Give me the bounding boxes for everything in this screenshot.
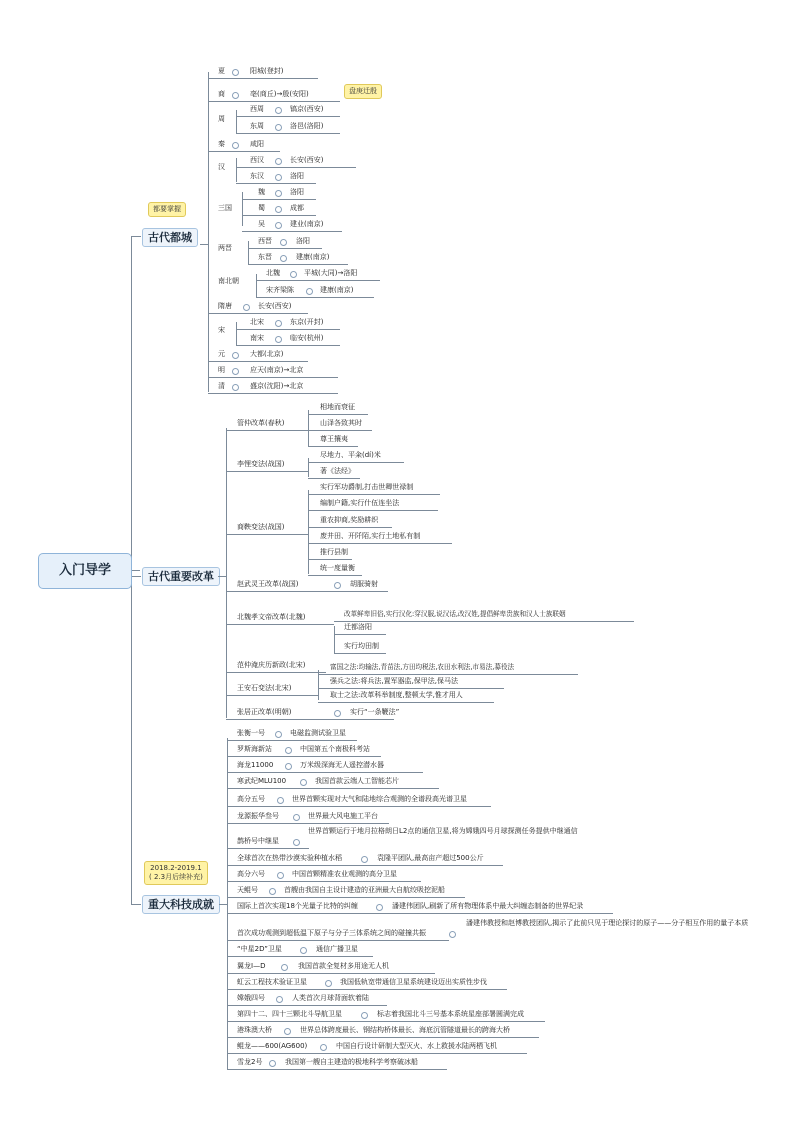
tech-desc: 潘建伟团队,刷新了所有物理体系中最大纠缠态制备的世界纪录: [392, 902, 584, 910]
underline: [308, 543, 452, 544]
sub-beisong: 北宋: [250, 318, 264, 326]
capital-dongjin: 建康(南京): [296, 253, 330, 261]
underline: [227, 848, 309, 849]
xiaowen-item-1: 迁都洛阳: [344, 623, 372, 631]
reforms-stem: [218, 576, 226, 577]
xiaowen-item-3: 实行均田制: [344, 642, 379, 650]
capitals-stem: [200, 244, 208, 245]
wanganshi-item-1: 富国之法:均输法,青苗法,方田均税法,农田水利法,市易法,募役法: [330, 663, 515, 671]
node-icon: [281, 964, 288, 971]
guanzhong-item-3: 尊王攘夷: [320, 435, 348, 443]
node-icon: [277, 797, 284, 804]
node-icon: [275, 320, 282, 327]
reform-zhangjuzheng: 张居正改革(明朝): [237, 708, 292, 716]
underline: [308, 559, 352, 560]
underline: [226, 624, 334, 625]
node-icon: [269, 1060, 276, 1067]
sub-dongjin: 东晋: [258, 253, 272, 261]
underline: [226, 430, 308, 431]
underline: [208, 361, 308, 362]
tech-name: 虹云工程技术验证卫星: [237, 978, 307, 986]
underline: [236, 133, 340, 134]
capital-donghan: 洛阳: [290, 172, 304, 180]
capital-beiwei: 平城(大同)→洛阳: [304, 269, 358, 277]
capital-xia: 阳城(登封): [250, 67, 284, 75]
tech-desc: 万米级深海无人遥控潜水器: [300, 761, 384, 769]
underline: [318, 702, 494, 703]
reform-likui: 李悝变法(战国): [237, 460, 285, 468]
tech-name: “中星2D”卫星: [237, 945, 282, 953]
tech-name: 翼龙Ⅰ—D: [237, 962, 266, 970]
tech-desc: 中国自行设计研制大型灭火、水上救援水陆两栖飞机: [336, 1042, 497, 1050]
capital-songqiliangchen: 建康(南京): [320, 286, 354, 294]
capitals-connector: [208, 72, 209, 392]
sub-connector: [308, 458, 309, 477]
underline: [308, 414, 368, 415]
tech-desc: 首艘由我国自主设计建造的亚洲最大自航绞吸挖泥船: [284, 886, 445, 894]
reform-fanzhongyan: 范仲淹庆历新政(北宋): [237, 661, 306, 669]
tech-desc: 潘建伟教授和赵博教授团队,揭示了此前只见于理论探讨的原子——分子相互作用的量子本质: [466, 919, 749, 927]
node-icon: [276, 996, 283, 1003]
tech-name: 首次成功观测到超低温下原子与分子三体系统之间的碰撞共振: [237, 929, 426, 937]
capital-qing: 盛京(沈阳)→北京: [250, 382, 304, 390]
underline: [308, 575, 362, 576]
underline: [308, 478, 360, 479]
node-icon: [300, 779, 307, 786]
tech-name: 全球首次在热带沙漠实验种植水稻: [237, 854, 342, 862]
sub-connector: [256, 274, 257, 297]
underline: [236, 167, 356, 168]
underline: [242, 231, 342, 232]
tech-desc: 我国首款云端人工智能芯片: [315, 777, 399, 785]
sub-xizhou: 西周: [250, 105, 264, 113]
tech-name: 张衡一号: [237, 729, 265, 737]
zhaowuling-item-1: 胡服骑射: [350, 580, 378, 588]
tech-name: 国际上首次实现18个光量子比特的纠缠: [237, 902, 358, 910]
sub-wei: 魏: [258, 188, 265, 196]
underline: [227, 788, 439, 789]
underline: [227, 956, 373, 957]
tech-name: 天鲲号: [237, 886, 258, 894]
capital-beisong: 东京(开封): [290, 318, 324, 326]
tech-name: 雪龙2号: [237, 1058, 263, 1066]
likui-item-2: 著《法经》: [320, 467, 355, 475]
branch-tech-achievements[interactable]: 重大科技成就: [142, 895, 220, 914]
dynasty-song: 宋: [218, 326, 225, 334]
underline: [227, 940, 449, 941]
tech-name: 嫦娥四号: [237, 994, 265, 1002]
dynasty-nanbeichao: 南北朝: [218, 277, 239, 285]
underline: [227, 740, 357, 741]
reform-guanzhong: 管仲改革(春秋): [237, 419, 285, 427]
underline: [226, 695, 318, 696]
capital-qin: 咸阳: [250, 140, 264, 148]
underline: [226, 471, 308, 472]
node-icon: [325, 980, 332, 987]
sub-connector: [236, 158, 237, 182]
node-icon: [334, 582, 341, 589]
dynasty-ming: 明: [218, 366, 225, 374]
sub-connector: [242, 192, 243, 226]
underline: [256, 280, 380, 281]
capitals-note: 都要掌握: [148, 202, 186, 217]
tech-name: 高分六号: [237, 870, 265, 878]
dynasty-qin: 秦: [218, 140, 225, 148]
underline: [208, 313, 308, 314]
node-icon: [275, 190, 282, 197]
underline: [208, 78, 318, 79]
tech-desc: 标志着我国北斗三号基本系统星座部署圆满完成: [377, 1010, 524, 1018]
reform-wanganshi: 王安石变法(北宋): [237, 684, 292, 692]
underline: [227, 989, 507, 990]
underline: [308, 527, 392, 528]
tech-name: 鹊桥号中继星: [237, 837, 279, 845]
tech-desc: 中国首颗精准农业观测的高分卫星: [292, 870, 397, 878]
sub-connector: [334, 626, 335, 654]
node-icon: [275, 124, 282, 131]
node-icon: [376, 904, 383, 911]
underline: [226, 672, 326, 673]
underline: [334, 634, 386, 635]
sub-connector: [308, 490, 309, 574]
reform-xiaowen: 北魏孝文帝改革(北魏): [237, 613, 306, 621]
node-icon: [275, 222, 282, 229]
underline: [308, 446, 358, 447]
underline: [227, 973, 435, 974]
likui-item-1: 尽地力、平籴(dí)米: [320, 451, 381, 459]
tech-desc: 世界最大风电施工平台: [308, 812, 378, 820]
xiaowen-item-2: 改革鲜卑旧俗,实行汉化:穿汉服,说汉话,改汉姓,提倡鲜卑贵族和汉人士族联姻: [344, 610, 566, 618]
tech-name: 港珠澳大桥: [237, 1026, 272, 1034]
node-icon: [280, 255, 287, 262]
sub-xijin: 西晋: [258, 237, 272, 245]
tech-desc: 袁隆平团队,最高亩产超过500公斤: [377, 854, 484, 862]
capital-wu: 建业(南京): [290, 220, 324, 228]
node-icon: [232, 69, 239, 76]
node-icon: [449, 931, 456, 938]
node-icon: [232, 92, 239, 99]
node-icon: [293, 814, 300, 821]
shangyang-item-3: 重农抑商,奖励耕织: [320, 516, 379, 524]
tech-name: 第四十二、四十三颗北斗导航卫星: [237, 1010, 342, 1018]
node-icon: [300, 947, 307, 954]
underline: [227, 1053, 527, 1054]
connector-reforms: [131, 576, 141, 577]
underline: [227, 756, 381, 757]
underline: [242, 215, 316, 216]
sub-dongzhou: 东周: [250, 122, 264, 130]
node-icon: [243, 304, 250, 311]
underline: [236, 345, 340, 346]
underline: [236, 183, 316, 184]
node-icon: [280, 239, 287, 246]
tech-desc: 世界首颗运行于地月拉格朗日L2点的通信卫星,将为嫦娥四号月球探测任务提供中继通信: [308, 827, 578, 835]
underline: [227, 772, 423, 773]
capital-ming: 应天(南京)→北京: [250, 366, 304, 374]
node-icon: [361, 1012, 368, 1019]
underline: [248, 248, 322, 249]
node-icon: [275, 174, 282, 181]
node-icon: [275, 731, 282, 738]
guanzhong-item-1: 相地而衰征: [320, 403, 355, 411]
underline: [227, 1037, 539, 1038]
node-icon: [306, 288, 313, 295]
dynasty-qing: 清: [218, 382, 225, 390]
tech-desc: 世界首颗实现对大气和陆地综合观测的全谱段高光谱卫星: [292, 795, 467, 803]
tech-desc: 中国第五个南极科考站: [300, 745, 370, 753]
capital-suitang: 长安(西安): [258, 302, 292, 310]
node-icon: [285, 763, 292, 770]
node-icon: [293, 839, 300, 846]
underline: [208, 377, 338, 378]
sub-songqiliangchen: 宋齐梁陈: [266, 286, 294, 294]
dynasty-han: 汉: [218, 163, 225, 171]
tech-name: 鲲龙——600(AG600): [237, 1042, 308, 1050]
reform-zhaowuling: 赵武灵王改革(战国): [237, 580, 299, 588]
underline: [227, 865, 503, 866]
tech-name: 龙源振华叁号: [237, 812, 279, 820]
underline: [318, 674, 578, 675]
sub-connector: [236, 322, 237, 345]
node-icon: [284, 1028, 291, 1035]
underline: [242, 199, 316, 200]
dynasty-zhou: 周: [218, 115, 225, 123]
wanganshi-item-3: 取士之法:改革科举制度,整顿太学,惟才用人: [330, 691, 463, 699]
underline: [226, 719, 394, 720]
tech-name: 寒武纪MLU100: [237, 777, 287, 785]
sub-xihan: 西汉: [250, 156, 264, 164]
node-icon: [232, 142, 239, 149]
shangyang-item-5: 推行县制: [320, 548, 348, 556]
sub-connector: [248, 241, 249, 264]
shangyang-item-2: 编制户籍,实行什伍连坐法: [320, 499, 400, 507]
shang-note: 盘庚迁殷: [344, 84, 382, 99]
tech-desc: 我国低轨宽带通信卫星系统建设迈出实质性步伐: [340, 978, 487, 986]
underline: [308, 510, 438, 511]
sub-connector: [308, 410, 309, 446]
underline: [227, 897, 465, 898]
tech-desc: 我国第一艘自主建造的极地科学考察破冰船: [285, 1058, 418, 1066]
dynasty-liangjin: 两晋: [218, 244, 232, 252]
capital-xihan: 长安(西安): [290, 156, 324, 164]
underline: [208, 101, 340, 102]
capital-shang: 亳(商丘)→殷(安阳): [250, 90, 309, 98]
underline: [226, 591, 388, 592]
underline: [256, 297, 374, 298]
node-icon: [285, 747, 292, 754]
wanganshi-item-2: 强兵之法:将兵法,置军器监,保甲法,保马法: [330, 677, 459, 685]
root-node[interactable]: 入门导学: [38, 553, 132, 589]
node-icon: [334, 710, 341, 717]
underline: [208, 393, 338, 394]
underline: [227, 1069, 447, 1070]
underline: [318, 688, 504, 689]
tech-desc: 通信广播卫星: [316, 945, 358, 953]
underline: [334, 653, 386, 654]
underline: [226, 534, 308, 535]
underline: [236, 329, 340, 330]
node-icon: [275, 336, 282, 343]
sub-shu: 蜀: [258, 204, 265, 212]
tech-note-line2: ( 2.3月后续补充): [149, 873, 203, 881]
branch-ancient-reforms[interactable]: 古代重要改革: [142, 567, 220, 586]
node-icon: [275, 107, 282, 114]
node-icon: [269, 888, 276, 895]
underline: [227, 1021, 545, 1022]
dynasty-suitang: 隋唐: [218, 302, 232, 310]
capital-dongzhou: 洛邑(洛阳): [290, 122, 324, 130]
dynasty-xia: 夏: [218, 67, 225, 75]
node-icon: [232, 352, 239, 359]
tech-name: 高分五号: [237, 795, 265, 803]
node-icon: [277, 872, 284, 879]
capital-xijin: 洛阳: [296, 237, 310, 245]
capital-xizhou: 镐京(西安): [290, 105, 324, 113]
capital-shu: 成都: [290, 204, 304, 212]
dynasty-yuan: 元: [218, 350, 225, 358]
capital-wei: 洛阳: [290, 188, 304, 196]
node-icon: [232, 368, 239, 375]
connector-tech: [131, 904, 141, 905]
tech-note-line1: 2018.2-2019.1: [150, 864, 202, 872]
tech-name: 海龙11000: [237, 761, 274, 769]
tech-date-note: [144, 861, 208, 885]
sub-donghan: 东汉: [250, 172, 264, 180]
node-icon: [361, 856, 368, 863]
shangyang-item-4: 废井田、开阡陌,实行土地私有制: [320, 532, 421, 540]
connector-capitals: [131, 236, 141, 237]
tech-stem: [219, 904, 227, 905]
node-icon: [232, 384, 239, 391]
underline: [248, 264, 348, 265]
zhangjuzheng-item-1: 实行“一条鞭法”: [350, 708, 400, 716]
tech-name: 罗斯海新站: [237, 745, 272, 753]
underline: [227, 823, 389, 824]
underline: [308, 430, 372, 431]
guanzhong-item-2: 山泽各致其时: [320, 419, 362, 427]
underline: [236, 116, 340, 117]
node-icon: [275, 158, 282, 165]
underline: [227, 913, 613, 914]
tech-desc: 世界总体跨度最长、钢结构桥体最长、海底沉管隧道最长的跨海大桥: [300, 1026, 510, 1034]
reform-shangyang: 商鞅变法(战国): [237, 523, 285, 531]
tech-desc: 人类首次月球背面软着陆: [292, 994, 369, 1002]
underline: [308, 494, 440, 495]
underline: [334, 621, 634, 622]
underline: [227, 806, 491, 807]
node-icon: [290, 271, 297, 278]
node-icon: [320, 1044, 327, 1051]
tech-desc: 电磁监测试验卫星: [290, 729, 346, 737]
dynasty-sanguo: 三国: [218, 204, 232, 212]
sub-connector: [236, 110, 237, 134]
underline: [208, 151, 280, 152]
capital-yuan: 大都(北京): [250, 350, 284, 358]
sub-beiwei: 北魏: [266, 269, 280, 277]
sub-nansong: 南宋: [250, 334, 264, 342]
underline: [227, 1005, 387, 1006]
shangyang-item-1: 实行军功爵制,打击世卿世禄制: [320, 483, 414, 491]
branch-ancient-capitals[interactable]: 古代都城: [142, 228, 198, 247]
shangyang-item-6: 统一度量衡: [320, 564, 355, 572]
underline: [308, 462, 404, 463]
tech-desc: 我国首款全复材多用途无人机: [298, 962, 389, 970]
dynasty-shang: 商: [218, 90, 225, 98]
underline: [227, 881, 421, 882]
capital-nansong: 临安(杭州): [290, 334, 324, 342]
sub-wu: 吴: [258, 220, 265, 228]
node-icon: [275, 206, 282, 213]
